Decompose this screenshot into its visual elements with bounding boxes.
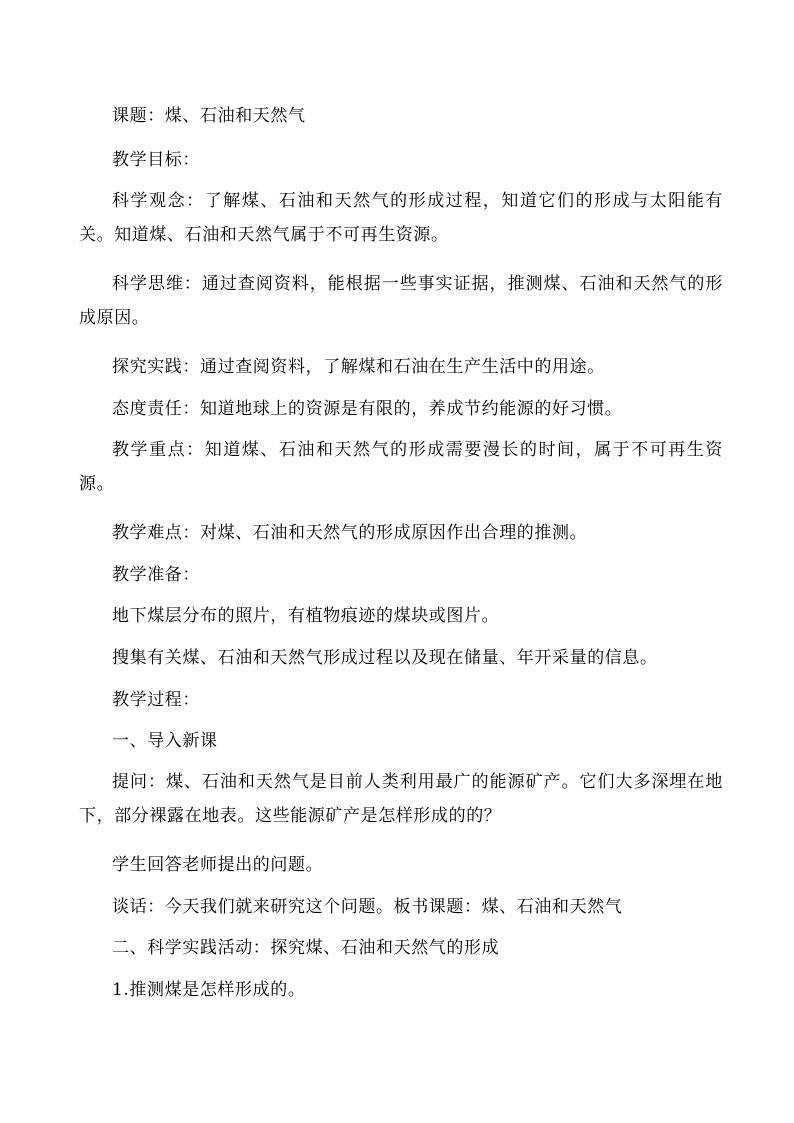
paragraph-science-thinking: 科学思维：通过查阅资料，能根据一些事实证据，推测煤、石油和天然气的形成原因。 (79, 274, 723, 328)
paragraph-talk: 谈话：今天我们就来研究这个问题。板书课题：煤、石油和天然气 (112, 897, 623, 917)
paragraph-inquiry-practice: 探究实践：通过查阅资料，了解煤和石油在生产生活中的用途。 (112, 357, 605, 377)
paragraph-key-points: 教学重点：知道煤、石油和天然气的形成需要漫长的时间，属于不可再生资源。 (79, 440, 723, 494)
paragraph-question: 提问：煤、石油和天然气是目前人类利用最广的能源矿产。它们大多深埋在地下，部分裸露在地表。这些能源矿产是怎样形成的的？ (79, 772, 723, 826)
lesson-title: 课题：煤、石油和天然气 (112, 106, 306, 126)
section-heading-process: 教学过程： (112, 690, 200, 710)
paragraph-science-concept: 科学观念：了解煤、石油和天然气的形成过程，知道它们的形成与太阳能有关。知道煤、石油和天然气属于不可再生资源。 (79, 191, 723, 245)
paragraph-difficulties: 教学难点：对煤、石油和天然气的形成原因作出合理的推测。 (112, 523, 588, 543)
paragraph-prep-photos: 地下煤层分布的照片，有植物痕迹的煤块或图片。 (112, 606, 500, 626)
paragraph-prep-info: 搜集有关煤、石油和天然气形成过程以及现在储量、年开采量的信息。 (112, 648, 658, 668)
section-heading-goals: 教学目标： (112, 150, 200, 170)
paragraph-step-1: 1.推测煤是怎样形成的。 (112, 980, 306, 1000)
section-heading-preparation: 教学准备： (112, 565, 200, 585)
section-heading-activity: 二、科学实践活动：探究煤、石油和天然气的形成 (112, 938, 500, 958)
paragraph-student-answer: 学生回答老师提出的问题。 (112, 855, 324, 875)
section-heading-intro: 一、导入新课 (112, 731, 218, 751)
paragraph-attitude: 态度责任：知道地球上的资源是有限的，养成节约能源的好习惯。 (112, 399, 623, 419)
